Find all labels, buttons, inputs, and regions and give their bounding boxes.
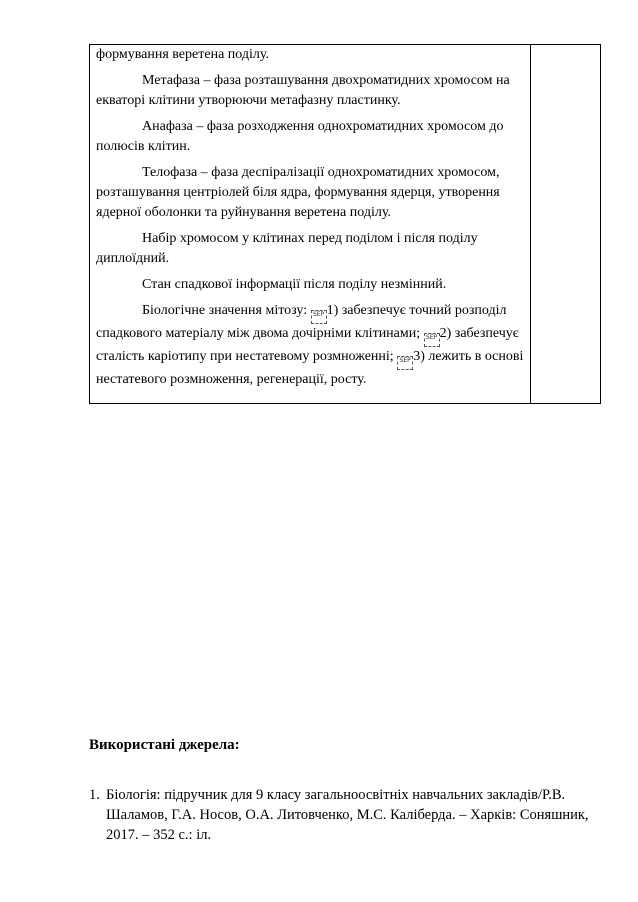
sources-list	[89, 785, 599, 845]
significance-intro: Біологічне значення мітозу:	[142, 303, 311, 318]
paragraph-chromosome-set: Набір хромосом у клітинах перед поділом і після поділу диплоїдний.	[96, 231, 478, 266]
significance-point-2: 2) забезпечує сталість каріотипу при нестатевому розмноженні;	[96, 326, 519, 364]
paragraph-spindle-formation: формування веретена поділу.	[96, 47, 269, 62]
paragraph-anaphase: Анафаза – фаза розходження однохроматидних хромосом до полюсів клітин.	[96, 119, 504, 154]
paragraph-mitosis-significance	[96, 301, 526, 390]
paragraph-metaphase: Метафаза – фаза розташування двохроматидних хромосом на екваторі клітини утворюючи метафазну пластинку.	[96, 73, 510, 108]
sep-marker-icon: SEP	[397, 356, 413, 370]
significance-point-3: 3) лежить в основі нестатевого розмноження, регенерації, росту.	[96, 349, 524, 387]
significance-point-1: 1) забезпечує точний розподіл спадкового матеріалу між двома дочірніми клітинами;	[96, 303, 507, 341]
sep-marker-icon: SEP	[311, 310, 327, 324]
source-number: 1.	[89, 787, 100, 803]
sources-heading: Використані джерела:	[89, 737, 240, 753]
source-item	[89, 785, 599, 845]
paragraph-telophase: Телофаза – фаза деспіралізації однохроматидних хромосом, розташування центріолей біля ядра, формування ядерця, утворення ядерної оболонки та руйнування веретена поділу.	[96, 165, 500, 220]
table-column-divider	[530, 45, 531, 403]
paragraph-hereditary-info: Стан спадкової інформації після поділу незмінний.	[142, 277, 447, 292]
sep-marker-icon: SEP	[424, 333, 440, 347]
source-text: Біологія: підручник для 9 класу загальноосвітніх навчальних закладів/Р.В. Шаламов, Г.А. Носов, О.А. Литовченко, М.С. Каліберда. – Харків: Соняшник, 2017. – 352 с.: іл.	[106, 787, 589, 843]
content-table	[89, 44, 601, 404]
table-text-cell	[96, 45, 526, 396]
